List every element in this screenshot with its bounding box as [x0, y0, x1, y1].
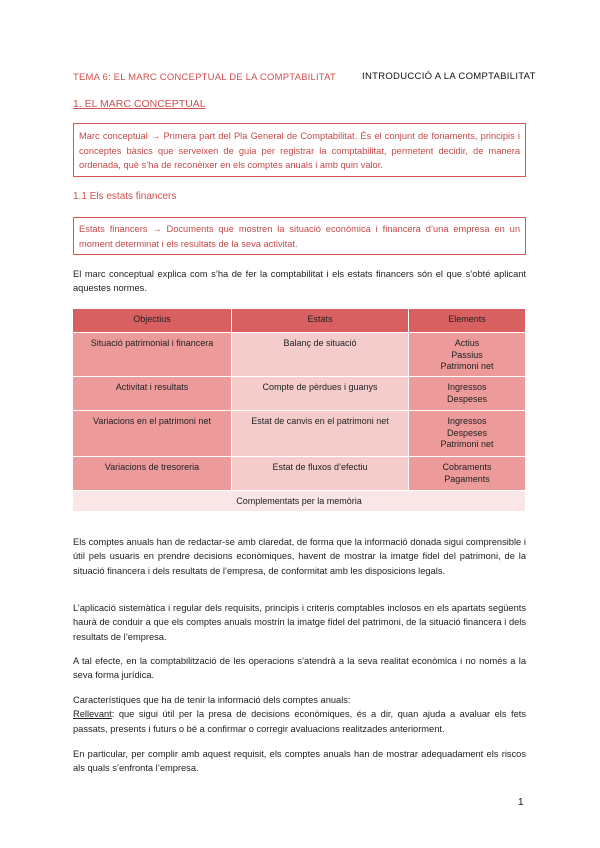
header-course-title: INTRODUCCIÓ A LA COMPTABILITAT — [362, 71, 536, 82]
cell-objectiu: Situació patrimonial i financera — [73, 333, 232, 377]
page-number: 1 — [518, 797, 524, 808]
cell-objectiu: Activitat i resultats — [73, 377, 232, 411]
subsection-title-estats-financers: 1.1 Els estats financers — [73, 191, 177, 202]
element-item: Passius — [451, 349, 483, 360]
cell-elements — [409, 377, 526, 411]
paragraph-riscos: En particular, per complir amb aquest requisit, els comptes anuals han de mostrar adequadament els riscos als quals s’enfronta l’empresa. — [73, 749, 526, 774]
cell-objectiu: Variacions en el patrimoni net — [73, 411, 232, 457]
element-item: Ingressos — [447, 416, 487, 426]
header-cell-elements: Elements — [409, 309, 526, 333]
table-header-row — [73, 309, 526, 333]
cell-estat: Estat de fluxos d’efectiu — [232, 457, 409, 491]
cell-estat: Compte de pèrdues i guanys — [232, 377, 409, 411]
section-title-marc-conceptual: 1. EL MARC CONCEPTUAL — [73, 98, 206, 110]
cell-estat: Balanç de situació — [232, 333, 409, 377]
header-chapter-title: TEMA 6: EL MARC CONCEPTUAL DE LA COMPTABILITAT — [73, 72, 336, 83]
definition-box-estats-financers: Estats financers → Documents que mostren la situació econòmica i financera d’una empresa en un moment determinat i els resultats de la seva activitat. — [73, 217, 526, 255]
table-row — [73, 457, 526, 491]
caracteristica-rellevant — [73, 707, 526, 736]
paragraph-intro: El marc conceptual explica com s’ha de fer la comptabilitat i els estats financers són el que s’obté aplicant aquestes normes. — [73, 269, 526, 294]
table-footer-row — [73, 491, 526, 512]
definition-box-marc-conceptual: Marc conceptual → Primera part del Pla General de Comptabilitat. És el conjunt de fonaments, principis i conceptes bàsics que serveixen de guia per registrar la comptabilitat, permetent decidir, de manera ordenada, què s’ha de reconèixer en els comptes anuals i amb quin valor. — [73, 123, 526, 177]
header-cell-objectius: Objectius — [73, 309, 232, 333]
cell-elements — [409, 333, 526, 377]
term-rellevant: Rellevant — [73, 709, 112, 720]
paragraph-realitat-economica: A tal efecte, en la comptabilització de les operacions s’atendrà a la seva realitat econòmica i no només a la seva forma jurídica. — [73, 656, 526, 681]
element-item: Despeses — [446, 427, 488, 438]
table-row — [73, 377, 526, 411]
element-item: Actius — [454, 338, 480, 348]
cell-elements — [409, 411, 526, 457]
cell-elements — [409, 457, 526, 491]
header-cell-estats: Estats — [232, 309, 409, 333]
element-item: Pagaments — [444, 473, 490, 484]
paragraph-aplicacio-sistematica: L’aplicació sistemàtica i regular dels requisits, principis i criteris comptables inclosos en els apartats següents haurà de conduir a que els comptes anuals mostrin la imatge fidel del patrimoni, de la situació financera i dels resultats de l’empresa. — [73, 603, 526, 642]
footer-cell-memoria: Complementats per la memòria — [73, 491, 526, 512]
paragraph-comptes-anuals: Els comptes anuals han de redactar-se amb claredat, de forma que la informació donada sigui comprensible i útil pels usuaris en prendre decisions econòmiques, havent de mostrar la imatge fidel del patrimoni, de la situació financera i dels resultats de l’empresa, de conformitat amb les disposicions legals. — [73, 537, 526, 576]
element-item: Patrimoni net — [440, 361, 494, 371]
element-item: Despeses — [446, 393, 488, 404]
paragraph-caracteristiques — [73, 693, 526, 736]
element-item: Ingressos — [447, 382, 487, 392]
cell-objectiu: Variacions de tresoreria — [73, 457, 232, 491]
table-row — [73, 411, 526, 457]
financial-statements-table — [72, 308, 526, 512]
element-item: Cobraments — [442, 462, 492, 472]
element-item: Patrimoni net — [440, 439, 494, 449]
term-rellevant-description: : que sigui útil per la presa de decisions econòmiques, és a dir, quan ajuda a avaluar els fets passats, presents i futurs o bé a confirmar o corregir avaluacions realitzades anteriorment. — [73, 709, 526, 734]
caracteristiques-intro: Característiques que ha de tenir la informació dels comptes anuals: — [73, 695, 351, 705]
cell-estat: Estat de canvis en el patrimoni net — [232, 411, 409, 457]
table-row — [73, 333, 526, 377]
